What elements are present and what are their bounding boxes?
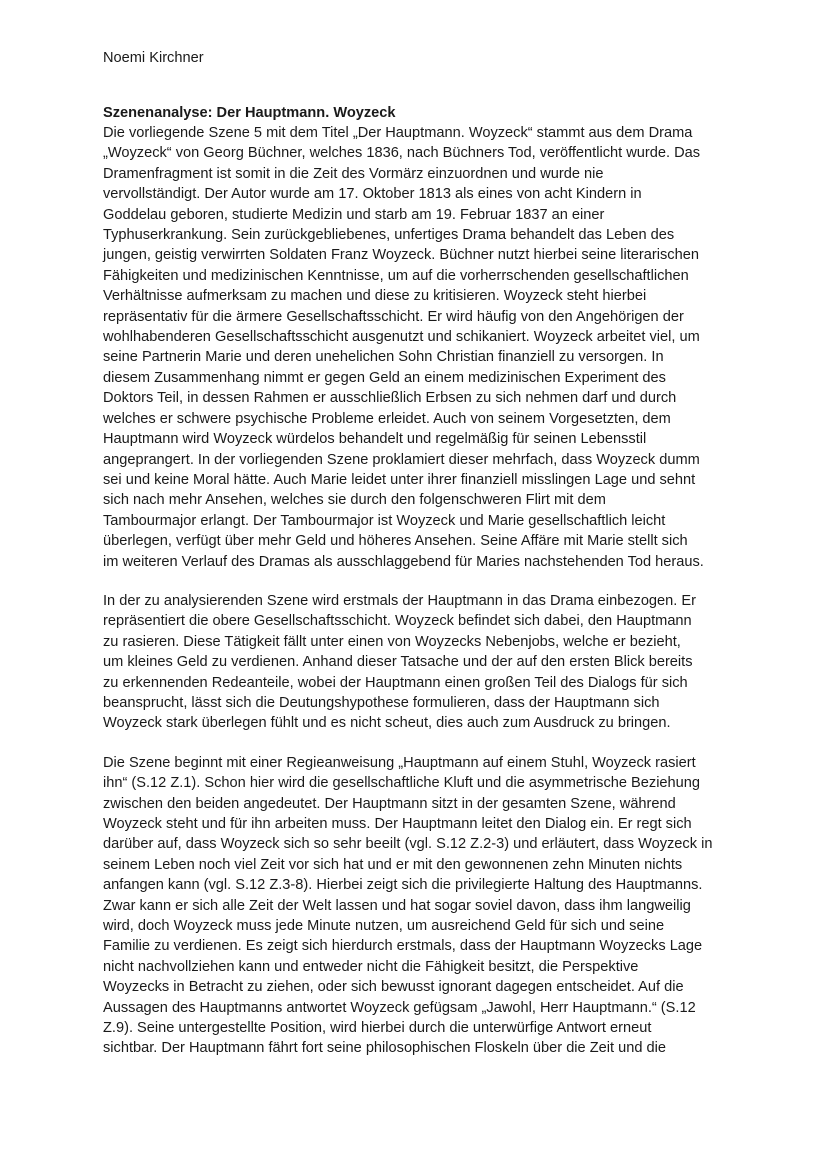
- author-name: Noemi Kirchner: [103, 50, 204, 66]
- paragraph-introduction: Die vorliegende Szene 5 mit dem Titel „Der Hauptmann. Woyzeck“ stammt aus dem Drama „Woyzeck“ von Georg Büchner, welches 1836, nach Büchners Tod, veröffentlicht wurde. Das Dramenfragment ist somit in die Zeit des Vormärz einzuordnen und wurde nie vervollständigt. Der Autor wurde am 17. Oktober 1813 als eines von acht Kindern in Goddelau geboren, studierte Medizin und starb am 19. Februar 1837 an einer Typhuserkrankung. Sein zurückgebliebenes, unfertiges Drama behandelt das Leben des jungen, geistig verwirrten Soldaten Franz Woyzeck. Büchner nutzt hierbei seine literarischen Fähigkeiten und medizinischen Kenntnisse, um auf die vorherrschenden gesellschaftlichen Verhältnisse aufmerksam zu machen und diese zu kritisieren. Woyzeck steht hierbei repräsentativ für die ärmere Gesellschaftsschicht. Er wird häufig von den Angehörigen der wohlhabenderen Gesellschaftsschicht ausgenutzt und schikaniert. Woyzeck arbeitet viel, um seine Partnerin Marie und deren unehelichen Sohn Christian finanziell zu versorgen. In diesem Zusammenhang nimmt er gegen Geld an einem medizinischen Experiment des Doktors Teil, in dessen Rahmen er ausschließlich Erbsen zu sich nehmen darf und durch welches er schwere psychische Probleme erleidet. Auch von seinem Vorgesetzten, dem Hauptmann wird Woyzeck würdelos behandelt und regelmäßig für seinen Lebensstil angeprangert. In der vorliegenden Szene proklamiert dieser mehrfach, dass Woyzeck dumm sei und keine Moral hätte. Auch Marie leidet unter ihrer finanziell misslingen Lage und sehnt sich nach mehr Ansehen, welches sie durch den folgenschweren Flirt mit dem Tambourmajor erlangt. Der Tambourmajor ist Woyzeck und Marie gesellschaftlich leicht überlegen, verfügt über mehr Geld und höheres Ansehen. Seine Affäre mit Marie stellt sich im weiteren Verlauf des Dramas als ausschlaggebend für Maries nachstehenden Tod heraus.: [103, 125, 704, 570]
- document-page: [103, 48, 743, 1078]
- paragraph-analysis: Die Szene beginnt mit einer Regieanweisung „Hauptmann auf einem Stuhl, Woyzeck rasiert ihn“ (S.12 Z.1). Schon hier wird die gesellschaftliche Kluft und die asymmetrische Beziehung zwischen den beiden angedeutet. Der Hauptmann sitzt in der gesamten Szene, während Woyzeck steht und für ihn arbeiten muss. Der Hauptmann leitet den Dialog ein. Er regt sich darüber auf, dass Woyzeck sich so sehr beeilt (vgl. S.12 Z.2-3) und erläutert, dass Woyzeck in seinem Leben noch viel Zeit vor sich hat und er mit den gewonnenen zehn Minuten nichts anfangen kann (vgl. S.12 Z.3-8). Hierbei zeigt sich die privilegierte Haltung des Hauptmanns. Zwar kann er sich alle Zeit der Welt lassen und hat sogar soviel davon, dass ihm langweilig wird, doch Woyzeck muss jede Minute nutzen, um ausreichend Geld für sich und seine Familie zu verdienen. Es zeigt sich hierdurch erstmals, dass der Hauptmann Woyzecks Lage nicht nachvollziehen kann und entweder nicht die Fähigkeit besitzt, die Perspektive Woyzecks in Betracht zu ziehen, oder sich bewusst ignorant dagegen entscheidet. Auf die Aussagen des Hauptmanns antwortet Woyzeck gefügsam „Jawohl, Herr Hauptmann.“ (S.12 Z.9). Seine untergestellte Position, wird hierbei durch die unterwürfige Antwort erneut sichtbar. Der Hauptmann fährt fort seine philosophischen Floskeln über die Zeit und die: [103, 754, 713, 1057]
- document-title: Szenenanalyse: Der Hauptmann. Woyzeck: [103, 105, 396, 121]
- paragraph-hypothesis: In der zu analysierenden Szene wird erstmals der Hauptmann in das Drama einbezogen. Er repräsentiert die obere Gesellschaftsschicht. Woyzeck befindet sich dabei, den Hauptmann zu rasieren. Diese Tätigkeit fällt unter einen von Woyzecks Nebenjobs, welche er bezieht, um kleines Geld zu verdienen. Anhand dieser Tatsache und der auf den ersten Blick bereits zu erkennenden Redeanteile, wobei der Hauptmann einen großen Teil des Dialogs für sich beansprucht, lässt sich die Deutungshypothese formulieren, dass der Hauptmann sich Woyzeck stark überlegen fühlt und es nicht scheut, dies auch zum Ausdruck zu bringen.: [103, 592, 696, 732]
